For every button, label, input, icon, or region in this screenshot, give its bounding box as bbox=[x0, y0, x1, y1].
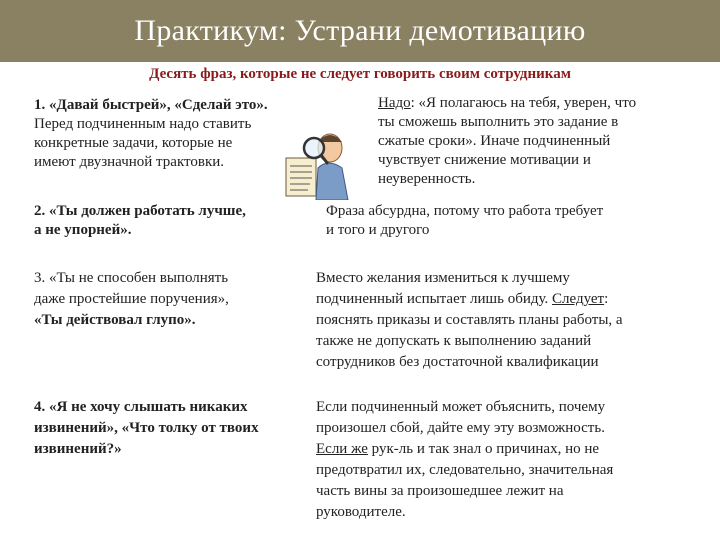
row-3-right-text-2: : пояснять приказы и составлять планы работы, а также не допускать к выполнению заданий сотрудников без достаточной квалификации bbox=[316, 291, 623, 370]
row-3-left bbox=[34, 268, 304, 331]
magnifier-man-illustration bbox=[282, 128, 354, 200]
row-2-left bbox=[34, 202, 314, 240]
row-2-left-bold: 2. «Ты должен работать лучше, а не упорней». bbox=[34, 203, 246, 238]
subtitle: Десять фраз, которые не следует говорить своим сотрудникам bbox=[149, 66, 571, 82]
row-3-right bbox=[316, 268, 711, 373]
row-4-right-underlined: Если же bbox=[316, 441, 368, 457]
row-4-right bbox=[316, 397, 711, 523]
row-4-left-bold: 4. «Я не хочу слышать никаких извинений», «Что толку от твоих извинений?» bbox=[34, 399, 259, 457]
row-1-left bbox=[34, 96, 304, 172]
row-3-left-bold: «Ты действовал глупо». bbox=[34, 312, 196, 328]
row-1-left-text: Перед подчиненным надо ставить конкретные задачи, которые не имеют двузначной трактовки. bbox=[34, 116, 252, 170]
row-3-left-text: 3. «Ты не способен выполнять даже простейшие поручения», bbox=[34, 270, 229, 307]
row-1-right-text: : «Я полагаюсь на тебя, уверен, что ты сможешь выполнить это задание в сжатые сроки». Иначе подчиненный чувствует снижение мотивации и неуверенность. bbox=[378, 95, 637, 187]
row-1-left-bold: 1. «Давай быстрей», «Сделай это». bbox=[34, 97, 268, 113]
row-4-left bbox=[34, 397, 319, 460]
title-bar bbox=[0, 0, 720, 62]
row-3-right-underlined: Следует bbox=[552, 291, 605, 307]
row-2-right-text: Фраза абсурдна, потому что работа требует и того и другого bbox=[326, 203, 604, 238]
row-1-right-underlined: Надо bbox=[378, 95, 411, 111]
row-3-right-text: Вместо желания измениться к лучшему подчиненный испытает лишь обиду. bbox=[316, 270, 570, 307]
row-2-right bbox=[326, 202, 706, 240]
page-title: Практикум: Устрани демотивацию bbox=[134, 14, 586, 47]
row-4-right-text: Если подчиненный может объяснить, почему произошел сбой, дайте ему эту возможность. bbox=[316, 399, 606, 436]
row-4-right-text-2: рук-ль и так знал о причинах, но не предотвратил их, следовательно, значительная часть вины за произошедшее лежит на руководителе. bbox=[316, 441, 614, 520]
row-1-right bbox=[378, 94, 708, 189]
